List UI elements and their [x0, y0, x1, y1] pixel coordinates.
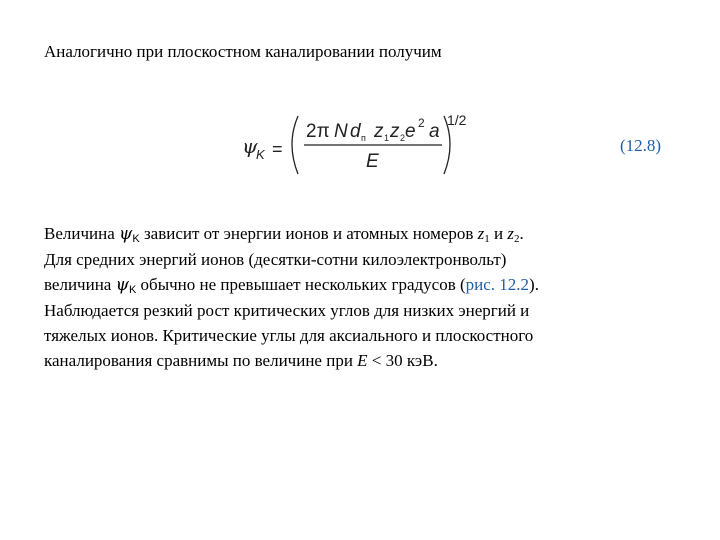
intro-text: Аналогично при плоскостном каналировании получим	[44, 42, 442, 61]
formula-coef: 2π	[306, 121, 330, 142]
figure-link[interactable]: рис. 12.2	[465, 275, 530, 294]
psi-symbol: ψ	[119, 224, 133, 244]
formula-N: N	[334, 121, 348, 142]
formula-z1: z	[374, 121, 384, 142]
formula-z2: z	[390, 121, 400, 142]
formula-d: d	[350, 121, 361, 142]
formula-denominator: E	[366, 151, 379, 172]
formula-z2-sub: 2	[400, 133, 406, 143]
formula-left-paren	[292, 116, 298, 174]
body-paragraph	[44, 221, 684, 373]
formula-e-power: 2	[418, 116, 425, 130]
formula-exponent: 1/2	[447, 112, 467, 128]
formula-d-sub: п	[361, 133, 366, 143]
formula-z1-sub: 1	[384, 133, 390, 143]
para-line-2: Для средних энергий ионов (десятки-сотни килоэлектронвольт)	[44, 250, 507, 269]
para-line-1: Величина $\psi_K$ зависит от энергии ионов и атомных номеров $z_1$ и $z_2$.	[44, 224, 524, 245]
formula-equals: =	[272, 139, 283, 159]
para-line-3: величина $\psi_K$ обычно не превышает нескольких градусов (рис. 12.2).	[44, 275, 539, 296]
formula-12-8	[240, 108, 480, 178]
formula-psi-sub: K	[256, 147, 265, 162]
equation-number: (12.8)	[620, 136, 662, 155]
para-line-6: каналирования сравнимы по величине при E < 30 кэВ.	[44, 351, 438, 370]
para-line-5: тяжелых ионов. Критические углы для аксиального и плоскостного	[44, 326, 534, 345]
formula-a: a	[429, 121, 440, 142]
psi-symbol: ψ	[115, 275, 129, 295]
formula-psi: ψ	[242, 134, 258, 158]
formula-e: e	[405, 121, 416, 142]
para-line-4: Наблюдается резкий рост критических углов для низких энергий и	[44, 301, 530, 320]
